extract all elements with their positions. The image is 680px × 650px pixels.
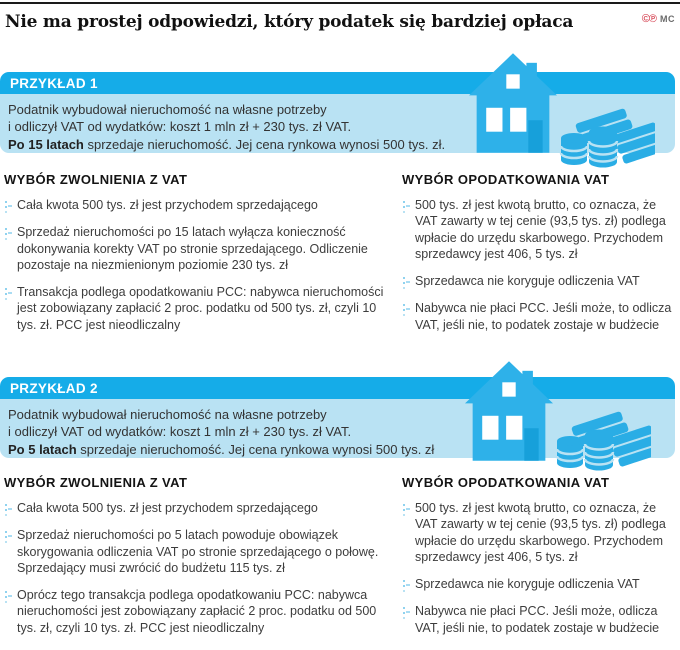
bullet-icon: [4, 199, 17, 213]
column-heading: WYBÓR ZWOLNIENIA Z VAT: [4, 172, 188, 187]
intro-line: Po 15 latach sprzedaje nieruchomość. Jej cena rynkowa wynosi 500 tys. zł.: [8, 136, 446, 152]
house-icon: [465, 360, 553, 462]
bullet-list: [402, 500, 676, 636]
example-1-header-band: [0, 72, 675, 94]
bullet-item: Nabywca nie płaci PCC. Jeśli może, to odlicza VAT, jeśli nie, to podatek zostaje w budżecie: [402, 300, 676, 333]
top-rule: [0, 2, 680, 4]
bullet-list: [4, 197, 386, 333]
bullet-icon: [402, 302, 415, 333]
bullet-icon: [402, 199, 415, 262]
example-1-label: PRZYKŁAD 1: [10, 75, 98, 91]
bullet-icon: [402, 605, 415, 636]
example-1-left-column: [4, 172, 386, 344]
bullet-item: Transakcja podlega opodatkowaniu PCC: nabywca nieruchomości jest zobowiązany zapłacić 2 proc. podatku od 500 tys. zł, czyli 10 tys. zł. PCC jest nieodliczalny: [4, 284, 386, 333]
bullet-item: Cała kwota 500 tys. zł jest przychodem sprzedającego: [4, 197, 386, 213]
example-2-header-band: [0, 377, 675, 399]
bullet-item: Oprócz tego transakcja podlega opodatkowaniu PCC: nabywca nieruchomości jest zobowiązany zapłacić 2 proc. podatku od 500 tys. zł, czyli 10 tys. zł. PCC jest nieodliczalny: [4, 587, 386, 636]
column-heading: WYBÓR ZWOLNIENIA Z VAT: [4, 475, 188, 490]
bullet-list: [4, 500, 386, 636]
example-2-columns: [4, 475, 676, 647]
column-heading: WYBÓR OPODATKOWANIA VAT: [402, 475, 610, 490]
bullet-item: Sprzedawca nie koryguje odliczenia VAT: [402, 576, 676, 592]
bullet-list: [402, 197, 676, 333]
bullet-icon: [4, 502, 17, 516]
page-title: Nie ma prostej odpowiedzi, który podatek się bardziej opłaca: [5, 12, 574, 32]
bullet-icon: [402, 578, 415, 592]
example-1-panel: [0, 72, 675, 153]
copyright-icon: ©℗: [641, 13, 656, 25]
money-icon: [555, 403, 651, 471]
credits: [642, 13, 675, 25]
example-2-left-column: [4, 475, 386, 647]
bullet-item: Sprzedaż nieruchomości po 15 latach wyłącza konieczność dokonywania korekty VAT po stronie sprzedającego. Odliczenie pozostaje na niezmienionym poziomie 230 tys. zł: [4, 224, 386, 273]
money-icon: [559, 100, 655, 168]
masthead: [5, 12, 675, 32]
intro-line: Podatnik wybudował nieruchomość na własne potrzeby: [8, 102, 327, 117]
bullet-icon: [402, 275, 415, 289]
bullet-icon: [4, 529, 17, 576]
column-heading: WYBÓR OPODATKOWANIA VAT: [402, 172, 610, 187]
author-initials: MC: [660, 14, 675, 24]
intro-line: i odliczył VAT od wydatków: koszt 1 mln zł + 230 tys. zł VAT.: [8, 424, 352, 440]
example-1-columns: [4, 172, 676, 344]
bullet-icon: [4, 226, 17, 273]
bullet-item: 500 tys. zł jest kwotą brutto, co oznacza, że VAT zawarty w tej cenie (93,5 tys. zł) podlega wpłacie do urzędu skarbowego. Przychodem sprzedawcy jest 406, 5 tys. zł: [402, 500, 676, 565]
example-2-right-column: [402, 475, 676, 647]
intro-line: Po 5 latach sprzedaje nieruchomość. Jej cena rynkowa wynosi 500 tys. zł: [8, 441, 435, 457]
bullet-item: Nabywca nie płaci PCC. Jeśli może, odlicza VAT, jeśli nie, to podatek zostaje w budżecie: [402, 603, 676, 636]
example-1-right-column: [402, 172, 676, 344]
bullet-item: Sprzedawca nie koryguje odliczenia VAT: [402, 273, 676, 289]
example-2-panel: [0, 377, 675, 458]
bullet-icon: [4, 286, 17, 333]
bullet-item: Cała kwota 500 tys. zł jest przychodem sprzedającego: [4, 500, 386, 516]
bullet-item: 500 tys. zł jest kwotą brutto, co oznacza, że VAT zawarty w tej cenie (93,5 tys. zł) podlega wpłacie do urzędu skarbowego. Przychodem sprzedawcy jest 406, 5 tys. zł: [402, 197, 676, 262]
example-2-label: PRZYKŁAD 2: [10, 380, 98, 396]
intro-line: Podatnik wybudował nieruchomość na własne potrzeby: [8, 407, 327, 422]
house-icon: [469, 52, 557, 154]
bullet-icon: [4, 589, 17, 636]
intro-line: i odliczył VAT od wydatków: koszt 1 mln zł + 230 tys. zł VAT.: [8, 119, 352, 135]
bullet-icon: [402, 502, 415, 565]
bullet-item: Sprzedaż nieruchomości po 5 latach powoduje obowiązek skorygowania odliczenia VAT po stronie sprzedającego o połowę. Sprzedający musi zwrócić do budżetu 115 tys. zł: [4, 527, 386, 576]
